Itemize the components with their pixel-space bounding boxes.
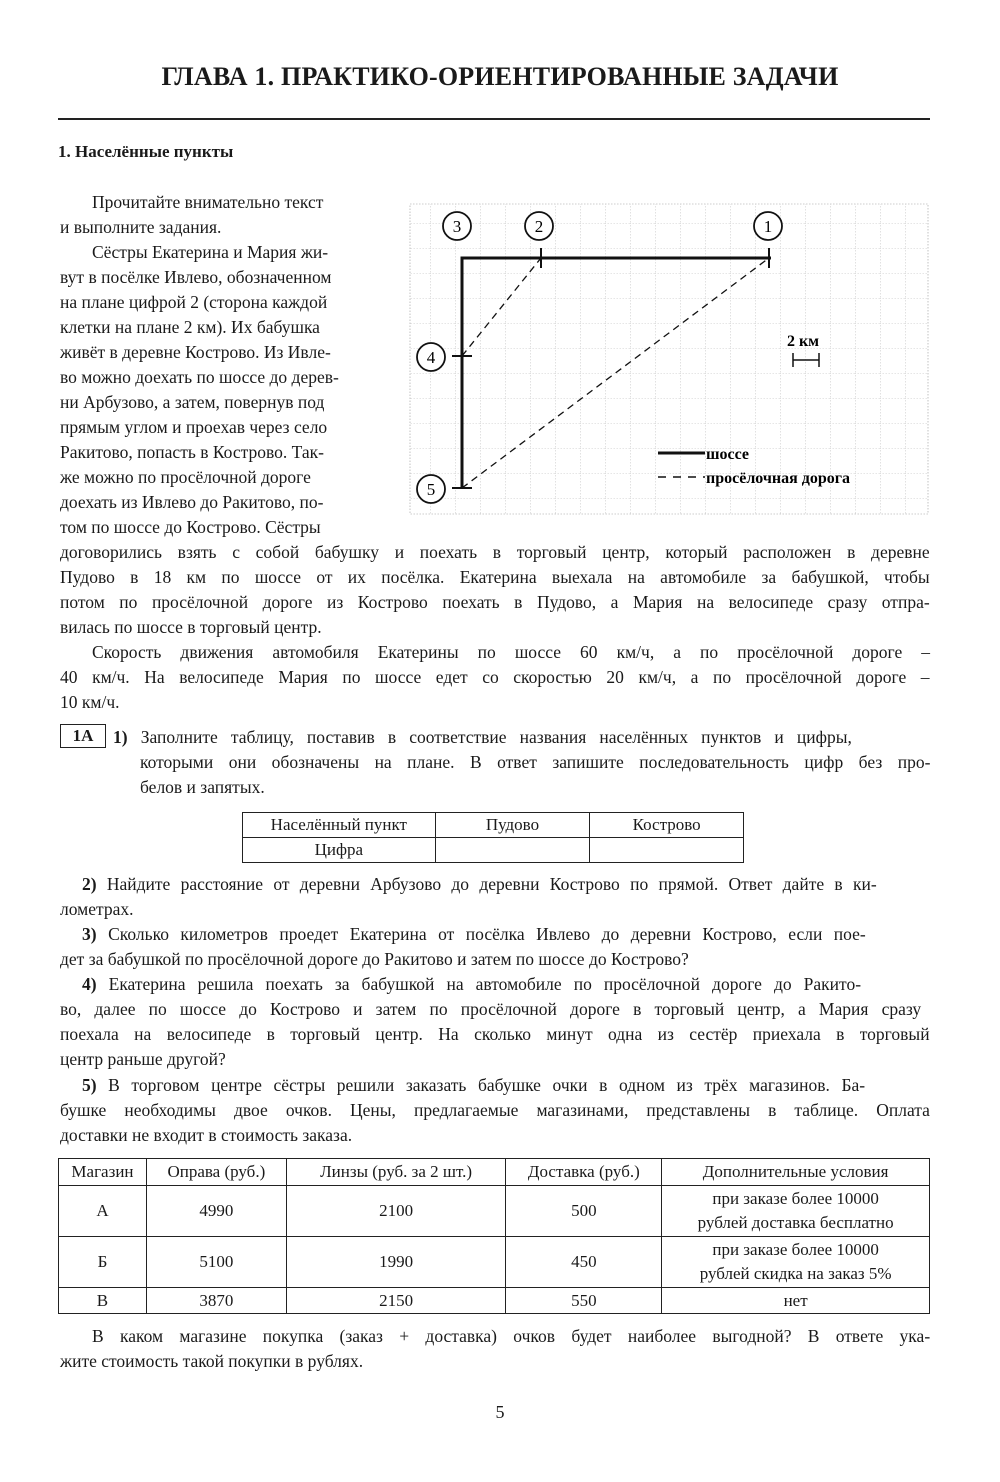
legend-dirt-road: просёлочная дорога [706, 470, 851, 487]
point-label: 1 [763, 217, 773, 236]
column-header: Дополнительные условия [662, 1159, 930, 1186]
column-header: Доставка (руб.) [506, 1159, 662, 1186]
task-badge: 1А [60, 724, 106, 748]
condition-line: при заказе более 10000 [712, 1240, 879, 1259]
table-cell [662, 1186, 930, 1237]
table-cell: 2100 [286, 1186, 506, 1237]
question-number: 1) [113, 727, 128, 747]
shops-table [58, 1158, 930, 1314]
question-text: Сколько километров проедет Екатерина от посёлка Ивлево до деревни Кострово, если пое- [108, 924, 866, 944]
text-line: во можно доехать по шоссе до дерев- [60, 367, 339, 387]
question-number: 4) [82, 974, 97, 994]
question-number: 3) [82, 924, 97, 944]
table-cell: 4990 [146, 1186, 286, 1237]
column-header: Магазин [59, 1159, 147, 1186]
question-text: которыми они обозначены на плане. В ответ запишите последовательность цифр без про- [140, 752, 931, 772]
text-line: Сёстры Екатерина и Мария жи- [92, 242, 329, 262]
question-text: Заполните таблицу, поставив в соответствие названия населённых пунктов и цифры, [140, 727, 852, 747]
text-line: Скорость движения автомобиля Екатерины по шоссе 60 км/ч, а по просёлочной дороге – [92, 642, 931, 662]
question-text: белов и запятых. [140, 777, 265, 797]
question-number: 5) [82, 1075, 97, 1095]
table-row [59, 1237, 930, 1288]
question-text: В торговом центре сёстры решили заказать бабушке очки в одном из трёх магазинов. Ба- [108, 1075, 866, 1095]
text-line: прямым углом и проехав через село [60, 417, 328, 437]
table-row [59, 1288, 930, 1314]
question-text: доставки не входит в стоимость заказа. [60, 1125, 353, 1145]
table-cell: Кострово [590, 813, 744, 838]
answer-cell-pudovo[interactable] [435, 838, 590, 863]
text-line: на плане цифрой 2 (сторона каждой [60, 292, 328, 312]
text-line: доехать из Ивлево до Ракитово, по- [60, 492, 324, 512]
question-text: центр раньше другой? [60, 1049, 226, 1069]
point-label: 2 [534, 217, 544, 236]
map-figure [405, 198, 930, 518]
text-line: Ракитово, попасть в Кострово. Так- [60, 442, 324, 462]
table-cell: А [59, 1186, 147, 1237]
question-text: во, далее по шоссе до Кострово и затем по просёлочной дороге в торговый центр, а Мария сразу [60, 999, 922, 1019]
question-text: бушке необходимы двое очков. Цены, предлагаемые магазинами, представлены в таблице. Оплата [60, 1100, 930, 1120]
table-cell: нет [662, 1288, 930, 1314]
table-cell: 2150 [286, 1288, 506, 1314]
text-line: том по шоссе до Кострово. Сёстры [60, 517, 321, 537]
table-row [243, 813, 744, 838]
table-cell: 5100 [146, 1237, 286, 1288]
map-plan [405, 198, 930, 518]
table-cell: В [59, 1288, 147, 1314]
question-number: 2) [82, 874, 97, 894]
section-title: 1. Населённые пункты [58, 142, 234, 161]
text-line: Прочитайте внимательно текст [92, 192, 324, 212]
table-cell: Населённый пункт [243, 813, 436, 838]
table-cell: 1990 [286, 1237, 506, 1288]
table-cell: 3870 [146, 1288, 286, 1314]
point-label: 5 [426, 480, 436, 499]
text-line: 10 км/ч. [60, 692, 120, 712]
condition-line: рублей скидка на заказ 5% [699, 1264, 892, 1283]
point-label: 4 [426, 348, 436, 367]
question-text: дет за бабушкой по просёлочной дороге до Ракитово и затем по шоссе до Кострово? [60, 949, 689, 969]
page-number: 5 [495, 1402, 505, 1422]
text-line: 40 км/ч. На велосипеде Мария по шоссе едет со скоростью 20 км/ч, а по просёлочной дороге – [60, 667, 930, 687]
text-line: и выполните задания. [60, 217, 222, 237]
scale-label: 2 км [786, 333, 820, 350]
point-marker-3 [443, 212, 471, 240]
point-marker-4 [417, 343, 445, 371]
table-cell: 500 [506, 1186, 662, 1237]
table-header-row [59, 1159, 930, 1186]
table-cell: Пудово [435, 813, 590, 838]
text-line: договорились взять с собой бабушку и поехать в торговый центр, который расположен в деревне [60, 542, 930, 562]
question-text: Найдите расстояние от деревни Арбузово до деревни Кострово по прямой. Ответ дайте в ки- [106, 874, 877, 894]
text-line: потом по просёлочной дороге из Кострово поехать в Пудово, а Мария на велосипеде сразу отпра- [60, 592, 930, 612]
question-text: Екатерина решила поехать за бабушкой на автомобиле по просёлочной дороге до Ракито- [108, 974, 862, 994]
table-row [243, 838, 744, 863]
table-cell: Б [59, 1237, 147, 1288]
table-cell [662, 1237, 930, 1288]
condition-line: при заказе более 10000 [712, 1189, 879, 1208]
question-text: поехала на велосипеде в торговый центр. На сколько минут одна из сестёр приехала в торговый [60, 1024, 930, 1044]
text-line: жите стоимость такой покупки в рублях. [60, 1351, 364, 1371]
text-line: вилась по шоссе в торговый центр. [60, 617, 322, 637]
legend-highway: шоссе [706, 446, 750, 463]
text-line: клетки на плане 2 км). Их бабушка [60, 317, 320, 337]
point-label: 3 [452, 217, 462, 236]
text-line: вут в посёлке Ивлево, обозначенном [60, 267, 332, 287]
text-line: же можно по просёлочной дороге [60, 467, 311, 487]
column-header: Линзы (руб. за 2 шт.) [286, 1159, 506, 1186]
grid-background [410, 204, 928, 514]
text-line: живёт в деревне Кострово. Из Ивле- [60, 342, 331, 362]
table-cell: 450 [506, 1237, 662, 1288]
table-cell: Цифра [243, 838, 436, 863]
chapter-title: ГЛАВА 1. ПРАКТИКО-ОРИЕНТИРОВАННЫЕ ЗАДАЧИ [161, 62, 839, 91]
table-row [59, 1186, 930, 1237]
question-text: лометрах. [60, 899, 134, 919]
point-marker-5 [417, 475, 445, 503]
point-marker-1 [754, 212, 782, 240]
condition-line: рублей доставка бесплатно [697, 1213, 894, 1232]
text-line: ни Арбузово, а затем, повернув под [60, 392, 325, 412]
text-line: Пудово в 18 км по шоссе от их посёлка. Екатерина выехала на автомобиле за бабушкой, чтобы [60, 567, 930, 587]
column-header: Оправа (руб.) [146, 1159, 286, 1186]
title-divider [58, 118, 930, 120]
text-line: В каком магазине покупка (заказ + доставка) очков будет наиболее выгодной? В ответе ука- [92, 1326, 931, 1346]
point-marker-2 [525, 212, 553, 240]
table-cell: 550 [506, 1288, 662, 1314]
settlement-table [242, 812, 744, 863]
answer-cell-kostrovo[interactable] [590, 838, 744, 863]
